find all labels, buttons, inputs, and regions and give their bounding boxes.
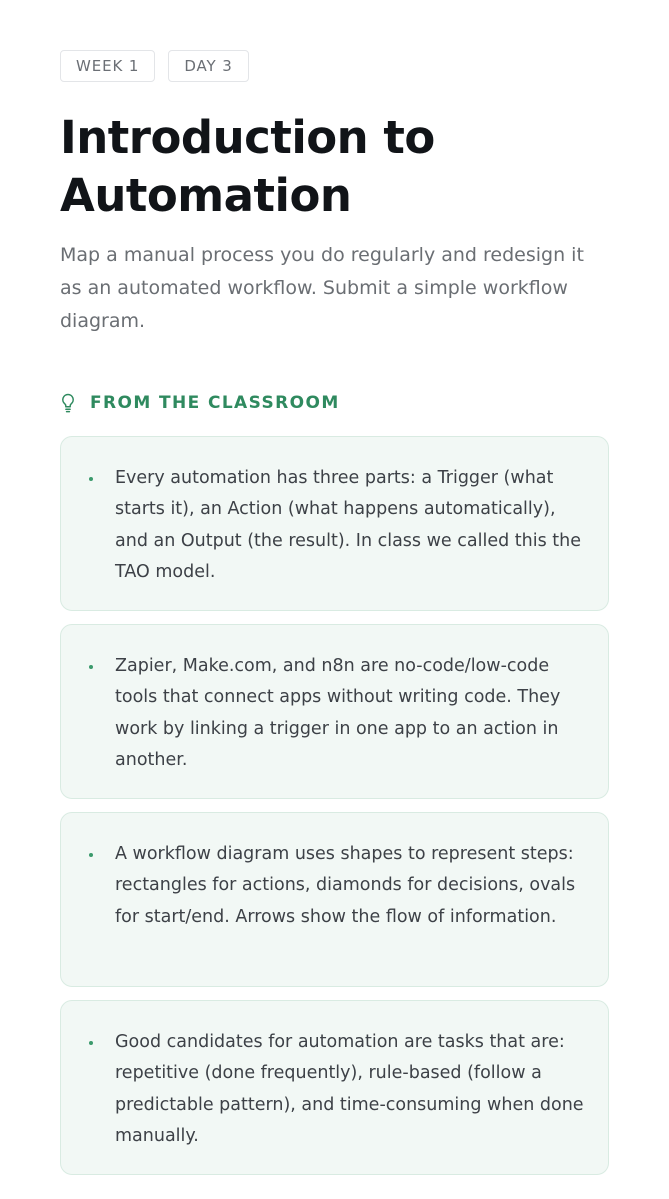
page-subtitle: Map a manual process you do regularly and redesign it as an automated workflow. Submit a simple workflow diagram. (60, 244, 584, 332)
bullet-dot-icon (89, 477, 93, 481)
section-title: FROM THE CLASSROOM (90, 393, 340, 413)
bullet-dot-icon (89, 665, 93, 669)
note-text: Every automation has three parts: a Trigger (what starts it), an Action (what happens automatically), and an Output (the result). In class we called this the TAO model. (115, 468, 581, 582)
page-title: Introduction to Automation (60, 111, 435, 222)
note-card (60, 1000, 609, 1175)
lesson-page (60, 50, 609, 1175)
week-tag: WEEK 1 (60, 50, 155, 82)
note-card (60, 436, 609, 611)
bullet-dot-icon (89, 853, 93, 857)
bullet-dot-icon (89, 1041, 93, 1045)
note-card (60, 624, 609, 799)
note-card (60, 812, 609, 987)
section-header (60, 390, 609, 416)
note-text: A workflow diagram uses shapes to represent steps: rectangles for actions, diamonds for decisions, ovals for start/end. Arrows show the flow of information. (115, 844, 576, 927)
tag-row (60, 50, 609, 82)
note-text: Zapier, Make.com, and n8n are no-code/low-code tools that connect apps without writing code. They work by linking a trigger in one app to an action in another. (115, 656, 561, 770)
lightbulb-icon (60, 393, 76, 413)
note-text: Good candidates for automation are tasks that are: repetitive (done frequently), rule-based (follow a predictable pattern), and time-consuming when done manually. (115, 1032, 584, 1146)
classroom-notes-list (60, 436, 609, 1175)
day-tag: DAY 3 (168, 50, 248, 82)
